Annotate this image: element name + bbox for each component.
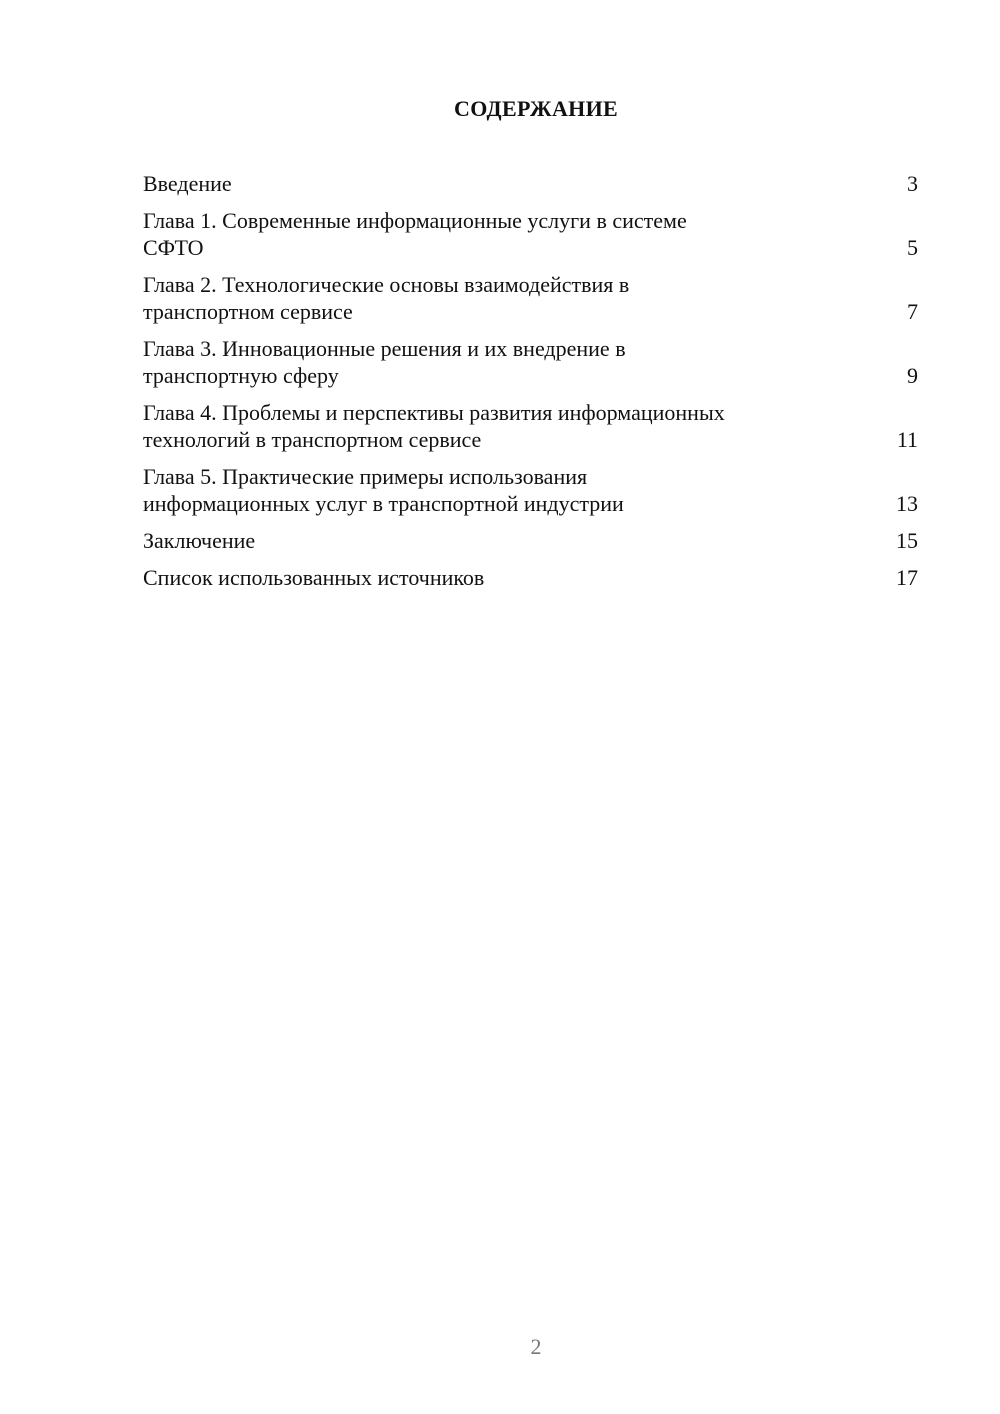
toc-entry-line: транспортную сферу [143,363,339,388]
toc-entry-line: транспортном сервисе [143,299,353,324]
toc-entry-chapter-5 [143,463,918,517]
toc-entry-line: Глава 4. Проблемы и перспективы развития информационных [143,400,725,425]
toc-entry-line: СФТО [143,235,204,260]
toc-entry-text [143,527,823,554]
toc-entry-text [143,463,823,517]
page-number: 2 [530,1334,542,1359]
toc-entry-line: Глава 3. Инновационные решения и их внедрение в [143,336,626,361]
toc-page-number: 5 [907,235,918,260]
toc-entry-chapter-4 [143,399,918,453]
toc-page-number: 17 [896,565,918,590]
toc-entry-text [143,271,823,325]
toc-entry-references [143,564,918,591]
toc-entry-text [143,399,823,453]
toc-entry-text [143,170,823,197]
toc-entry-line: Глава 1. Современные информационные услуги в системе [143,208,687,233]
toc-entry-chapter-3 [143,335,918,389]
toc-entry-text [143,335,823,389]
toc-entry-line: Заключение [143,528,256,553]
toc-entry-line: информационных услуг в транспортной индустрии [143,491,624,516]
toc-entry-text [143,564,823,591]
toc-entry-line: технологий в транспортном сервисе [143,427,482,452]
toc-entry-line: Список использованных источников [143,565,485,590]
page-title: СОДЕРЖАНИЕ [454,96,618,121]
toc-page-number: 9 [907,363,918,388]
toc-page-number: 15 [896,528,918,553]
toc-entry-line: Глава 5. Практические примеры использования [143,464,588,489]
toc-entry-chapter-2 [143,271,918,325]
toc-page-number: 13 [896,491,918,516]
toc-entry-introduction [143,170,918,197]
toc-page-number: 3 [907,171,918,196]
toc-page-number: 7 [907,299,918,324]
toc-page-number: 11 [896,427,918,452]
toc-entry-line: Введение [143,171,232,196]
toc-entry-text [143,207,823,261]
toc-entry-line: Глава 2. Технологические основы взаимодействия в [143,272,630,297]
toc-entry-chapter-1 [143,207,918,261]
toc-entry-conclusion [143,527,918,554]
table-of-contents [143,170,918,601]
